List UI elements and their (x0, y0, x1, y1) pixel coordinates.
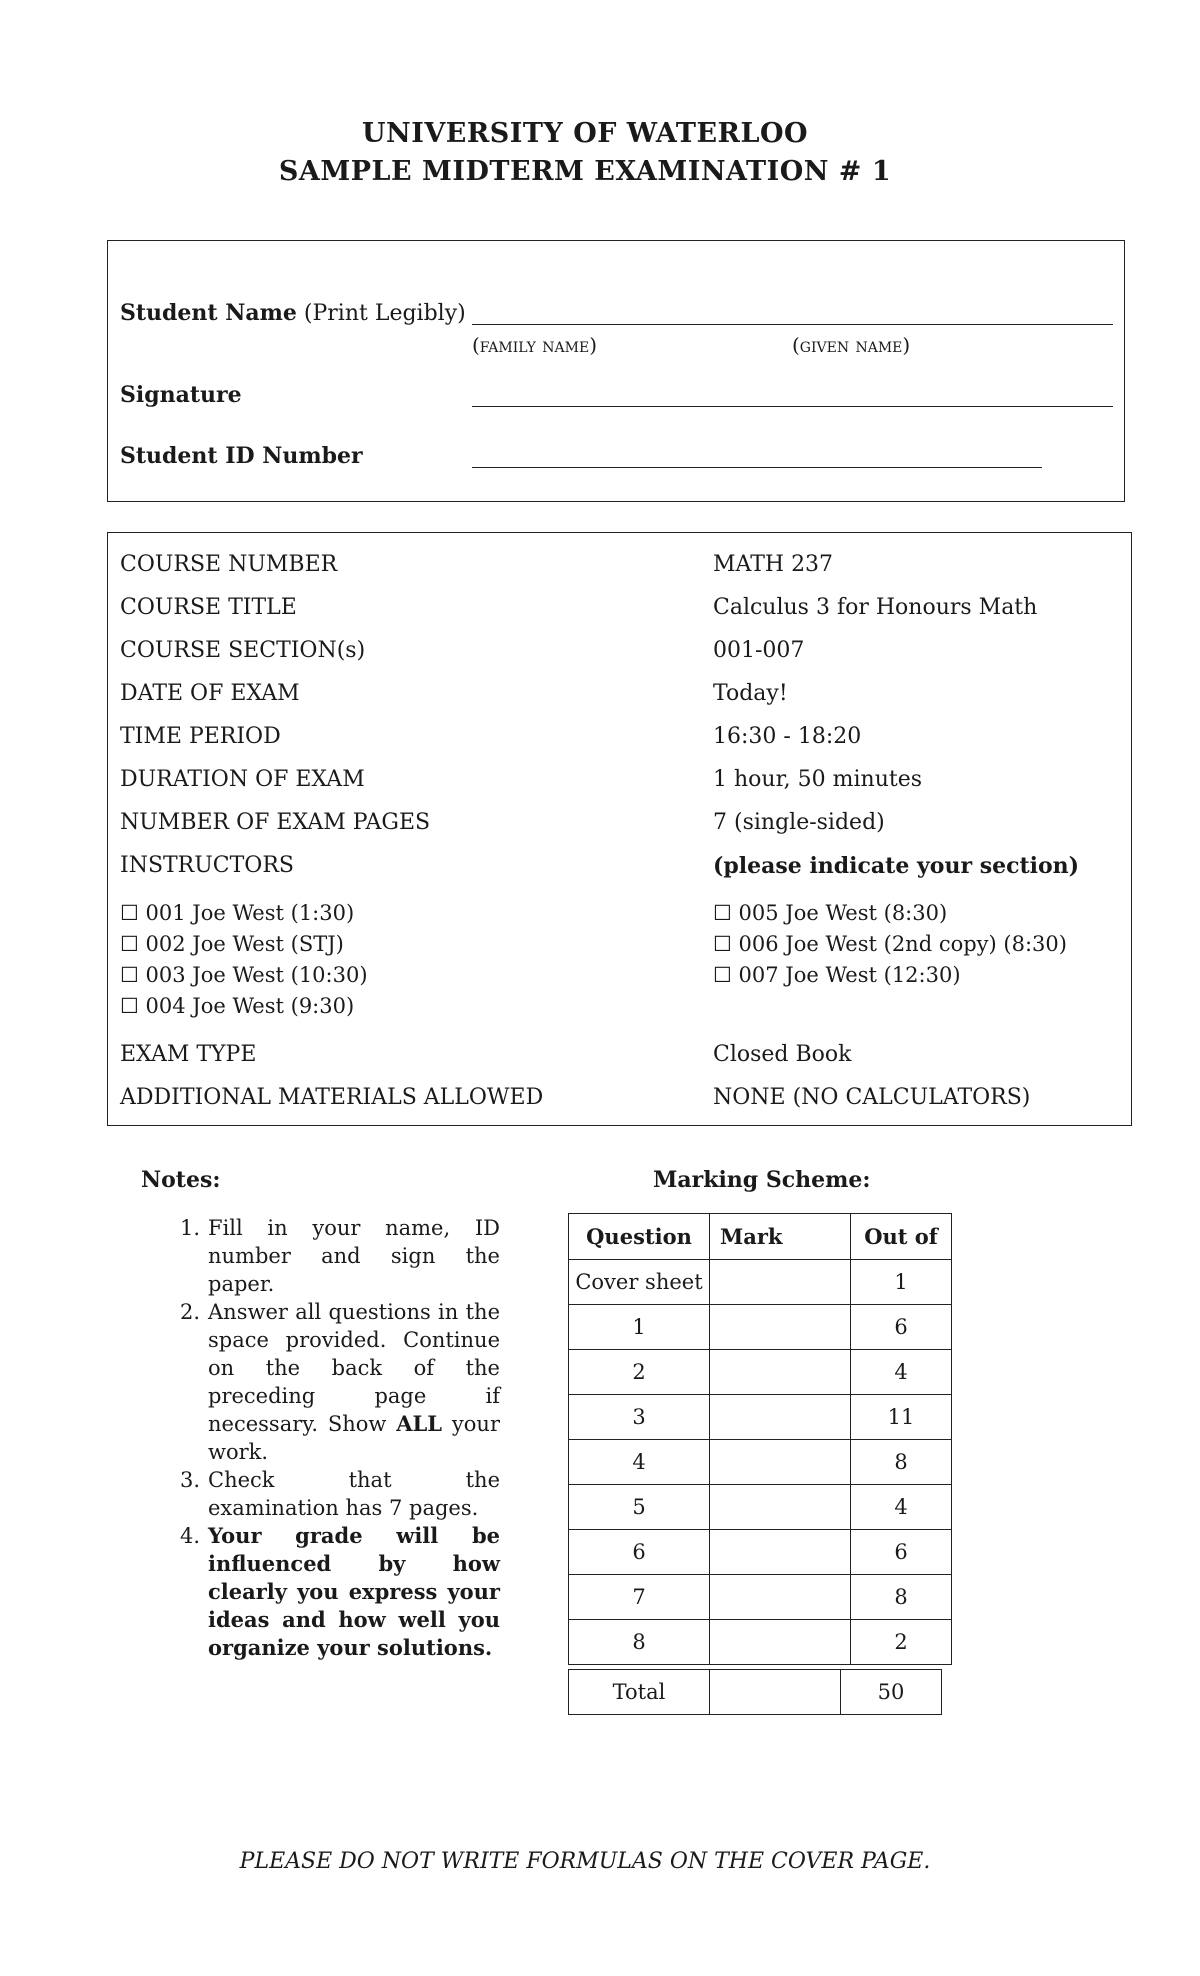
notes-list (160, 1214, 500, 1662)
course-section-value: 001-007 (713, 638, 805, 663)
question-cell: 5 (569, 1485, 710, 1530)
question-cell: 1 (569, 1305, 710, 1350)
signature-label: Signature (120, 382, 242, 408)
column-header: Mark (710, 1214, 851, 1260)
checkbox-icon[interactable]: ☐ (713, 963, 732, 987)
mark-cell[interactable] (710, 1260, 851, 1305)
checkbox-icon[interactable]: ☐ (120, 932, 139, 956)
signature-input-line[interactable] (472, 406, 1113, 407)
materials-value: NONE (NO CALCULATORS) (713, 1085, 1031, 1110)
course-number-value: MATH 237 (713, 552, 834, 577)
checkbox-icon[interactable]: ☐ (120, 963, 139, 987)
table-row (569, 1530, 952, 1575)
out-of-cell: 1 (851, 1260, 952, 1305)
student-id-label: Student ID Number (120, 443, 363, 469)
out-of-cell: 6 (851, 1305, 952, 1350)
table-row (569, 1395, 952, 1440)
table-header-row (569, 1214, 952, 1260)
total-out-of: 50 (841, 1670, 942, 1715)
total-label: Total (569, 1670, 710, 1715)
table-row (569, 1620, 952, 1665)
exam-type-value: Closed Book (713, 1042, 852, 1067)
note-item: 1. Fill in your name, ID number and sign the paper. (179, 1216, 500, 1296)
checkbox-icon[interactable]: ☐ (713, 932, 732, 956)
total-mark-cell[interactable] (710, 1670, 841, 1715)
exam-title-university: UNIVERSITY OF WATERLOO (361, 118, 808, 149)
family-name-caption: (family name) (472, 333, 597, 357)
mark-cell[interactable] (710, 1575, 851, 1620)
note-item: 2. Answer all questions in the space provided. Continue on the back of the preceding page if necessary. Show ALL your work. (179, 1300, 501, 1464)
column-header: Out of (851, 1214, 952, 1260)
section-001-option[interactable]: ☐ 001 Joe West (1:30) (120, 901, 355, 925)
mark-cell[interactable] (710, 1620, 851, 1665)
table-row (569, 1485, 952, 1530)
note-item: 4. Your grade will be influenced by how clearly you express your ideas and how well you organize your solutions. (179, 1523, 500, 1660)
checkbox-icon[interactable]: ☐ (120, 901, 139, 925)
print-legibly-hint: (Print Legibly) (303, 301, 466, 326)
time-period-value: 16:30 - 18:20 (713, 724, 862, 749)
column-header: Question (569, 1214, 710, 1260)
time-period-label: TIME PERIOD (120, 724, 281, 749)
mark-cell[interactable] (710, 1395, 851, 1440)
question-cell: 2 (569, 1350, 710, 1395)
question-cell: 4 (569, 1440, 710, 1485)
checkbox-icon[interactable]: ☐ (120, 994, 139, 1018)
out-of-cell: 11 (851, 1395, 952, 1440)
out-of-cell: 4 (851, 1350, 952, 1395)
question-cell: Cover sheet (569, 1260, 710, 1305)
section-005-option[interactable]: ☐ 005 Joe West (8:30) (713, 901, 948, 925)
checkbox-icon[interactable]: ☐ (713, 901, 732, 925)
course-section-label: COURSE SECTION(s) (120, 638, 366, 663)
mark-cell[interactable] (710, 1305, 851, 1350)
given-name-caption: (given name) (792, 333, 911, 357)
exam-date-value: Today! (713, 681, 788, 706)
exam-type-label: EXAM TYPE (120, 1042, 257, 1067)
course-title-label: COURSE TITLE (120, 595, 297, 620)
student-name-input-line[interactable] (472, 324, 1113, 325)
section-003-option[interactable]: ☐ 003 Joe West (10:30) (120, 963, 368, 987)
instructors-note: (please indicate your section) (713, 853, 1080, 879)
out-of-cell: 8 (851, 1575, 952, 1620)
footer-warning: PLEASE DO NOT WRITE FORMULAS ON THE COVER PAGE. (239, 1849, 931, 1874)
out-of-cell: 4 (851, 1485, 952, 1530)
question-cell: 8 (569, 1620, 710, 1665)
section-002-option[interactable]: ☐ 002 Joe West (STJ) (120, 932, 344, 956)
exam-pages-label: NUMBER OF EXAM PAGES (120, 810, 431, 835)
exam-pages-value: 7 (single-sided) (713, 810, 885, 835)
table-row (569, 1575, 952, 1620)
total-row (569, 1670, 942, 1715)
student-name-text: Student Name (120, 300, 297, 326)
note-item: 3. Check that the examination has 7 pages. (179, 1468, 500, 1520)
mark-cell[interactable] (710, 1530, 851, 1575)
marking-total-table (568, 1669, 942, 1715)
out-of-cell: 8 (851, 1440, 952, 1485)
duration-label: DURATION OF EXAM (120, 767, 365, 792)
marking-scheme-heading: Marking Scheme: (653, 1167, 871, 1193)
out-of-cell: 6 (851, 1530, 952, 1575)
exam-title-midterm: SAMPLE MIDTERM EXAMINATION # 1 (278, 156, 892, 187)
student-id-input-line[interactable] (472, 467, 1042, 468)
course-number-label: COURSE NUMBER (120, 552, 338, 577)
table-row (569, 1440, 952, 1485)
instructors-label: INSTRUCTORS (120, 853, 294, 878)
exam-date-label: DATE OF EXAM (120, 681, 300, 706)
question-cell: 6 (569, 1530, 710, 1575)
mark-cell[interactable] (710, 1440, 851, 1485)
table-row (569, 1350, 952, 1395)
notes-heading: Notes: (141, 1167, 221, 1193)
marking-scheme-table (568, 1213, 952, 1665)
marking-scheme-rows (569, 1260, 952, 1665)
table-row (569, 1260, 952, 1305)
mark-cell[interactable] (710, 1485, 851, 1530)
table-row (569, 1305, 952, 1350)
section-004-option[interactable]: ☐ 004 Joe West (9:30) (120, 994, 355, 1018)
duration-value: 1 hour, 50 minutes (713, 767, 923, 792)
section-006-option[interactable]: ☐ 006 Joe West (2nd copy) (8:30) (713, 932, 1067, 956)
section-007-option[interactable]: ☐ 007 Joe West (12:30) (713, 963, 961, 987)
student-name-label (120, 300, 466, 326)
mark-cell[interactable] (710, 1350, 851, 1395)
materials-label: ADDITIONAL MATERIALS ALLOWED (120, 1085, 544, 1110)
question-cell: 3 (569, 1395, 710, 1440)
course-title-value: Calculus 3 for Honours Math (713, 595, 1038, 620)
question-cell: 7 (569, 1575, 710, 1620)
out-of-cell: 2 (851, 1620, 952, 1665)
